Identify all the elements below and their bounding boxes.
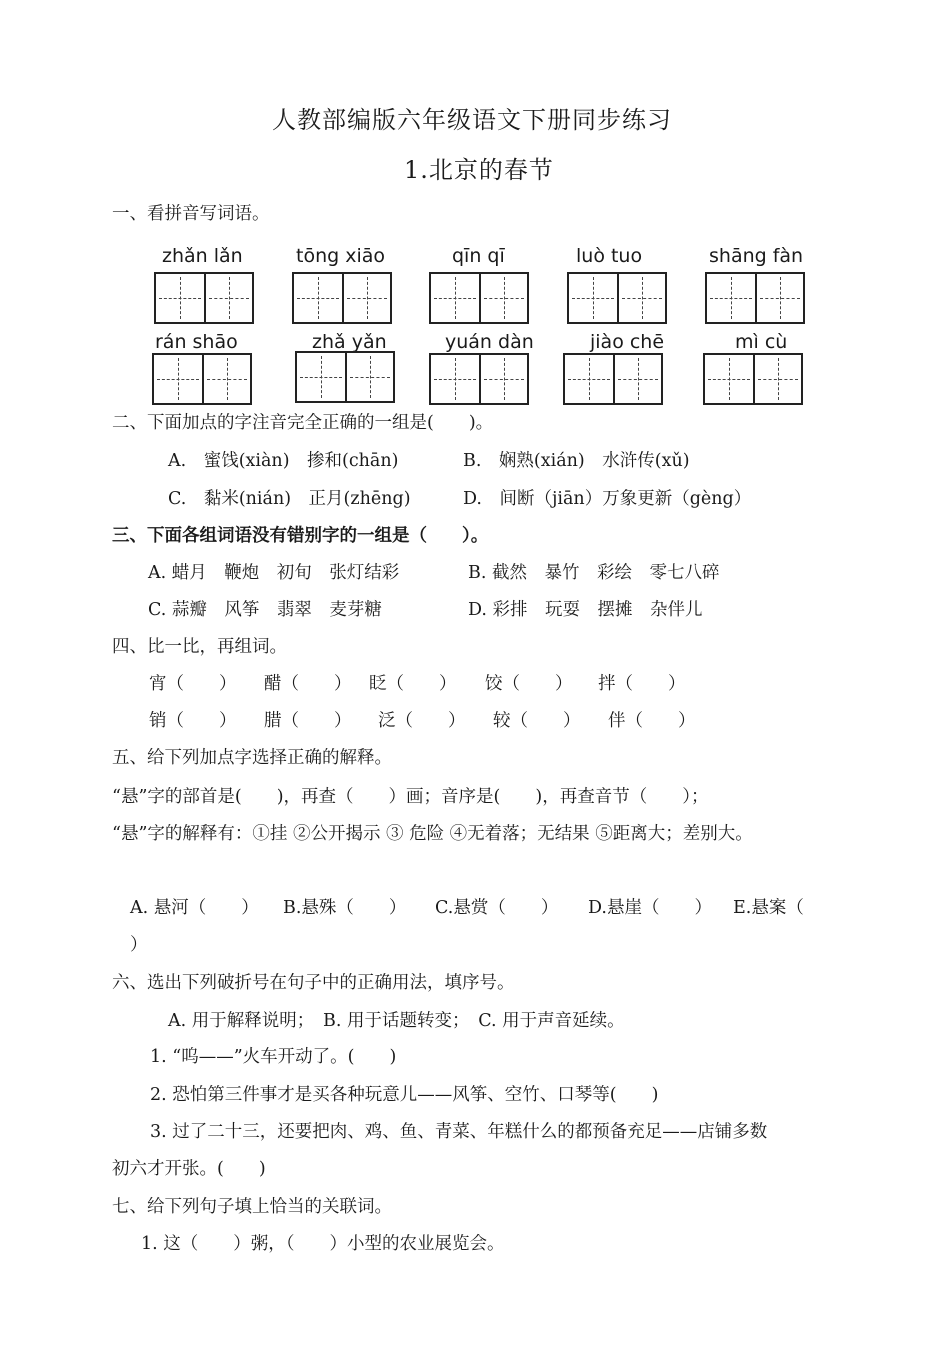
q4-item[interactable]: 销（ ） (149, 711, 237, 731)
q1-heading: 一、看拼音写词语。 (112, 204, 270, 224)
q4-item[interactable]: 眨（ ） (369, 674, 457, 694)
q5-option[interactable]: D.悬崖（ ） (588, 898, 712, 918)
q5-option[interactable]: C.悬赏（ ） (435, 898, 559, 918)
pinyin-2: tōng xiāo (296, 245, 386, 267)
page-title: 人教部编版六年级语文下册同步练习 (272, 106, 672, 134)
q5-line2: “悬”字的解释有：①挂 ②公开揭示 ③ 危险 ④无着落；无结果 ⑤距离大；差别大。 (112, 824, 753, 844)
writing-box-5[interactable] (705, 272, 805, 324)
pinyin-10: mì cù (735, 331, 788, 353)
q4-item[interactable]: 较（ ） (493, 711, 581, 731)
q4-item[interactable]: 饺（ ） (485, 674, 573, 694)
q7-item-1[interactable]: 1. 这（ ）粥，（ ）小型的农业展览会。 (141, 1234, 505, 1254)
writing-box-3[interactable] (429, 272, 529, 324)
q2-option-b[interactable]: B. 娴熟(xián) 水浒传(xǔ) (463, 451, 690, 471)
writing-box-2[interactable] (292, 272, 392, 324)
writing-box-6[interactable] (152, 353, 252, 405)
pinyin-3: qīn qī (452, 245, 505, 267)
writing-box-10[interactable] (703, 353, 803, 405)
writing-box-9[interactable] (563, 353, 663, 405)
q6-item-3-cont[interactable]: 初六才开张。( ) (112, 1159, 266, 1179)
writing-box-7[interactable] (295, 351, 395, 403)
q4-item[interactable]: 拌（ ） (598, 674, 686, 694)
q5-line1: “悬”字的部首是( )，再查（ ）画；音序是( )，再查音节（ ）； (112, 787, 709, 807)
q4-heading: 四、比一比，再组词。 (112, 637, 287, 657)
q2-option-c[interactable]: C. 黏米(nián) 正月(zhēng) (168, 489, 411, 509)
lesson-title: 1.北京的春节 (404, 156, 554, 184)
writing-box-4[interactable] (567, 272, 667, 324)
q6-item-2[interactable]: 2. 恐怕第三件事才是买各种玩意儿——风筝、空竹、口琴等( ) (150, 1085, 659, 1105)
q7-heading: 七、给下列句子填上恰当的关联词。 (112, 1197, 392, 1217)
pinyin-8: yuán dàn (445, 331, 534, 353)
pinyin-5: shāng fàn (709, 245, 804, 267)
pinyin-9: jiào chē (590, 331, 665, 353)
q2-option-a[interactable]: A. 蜜饯(xiàn) 掺和(chān) (168, 451, 399, 471)
q5-heading: 五、给下列加点字选择正确的解释。 (112, 748, 392, 768)
q5-option[interactable]: A. 悬河（ ） (130, 898, 259, 918)
q5-option[interactable]: E.悬案（ (733, 898, 804, 918)
q2-heading: 二、下面加点的字注音完全正确的一组是( )。 (112, 413, 494, 433)
q4-item[interactable]: 醋（ ） (264, 674, 352, 694)
pinyin-7: zhǎ yǎn (312, 331, 387, 353)
q3-option-d[interactable]: D. 彩排 玩耍 摆摊 杂伴儿 (468, 600, 703, 620)
pinyin-4: luò tuo (576, 245, 643, 267)
q6-heading: 六、选出下列破折号在句子中的正确用法，填序号。 (112, 973, 515, 993)
q6-item-3[interactable]: 3. 过了二十三，还要把肉、鸡、鱼、青菜、年糕什么的都预备充足——店铺多数 (150, 1122, 768, 1142)
q2-option-d[interactable]: D. 间断（jiān）万象更新（gèng） (463, 489, 752, 509)
pinyin-1: zhǎn lǎn (162, 245, 243, 267)
q5-option-tail: ） (130, 935, 148, 955)
writing-box-8[interactable] (429, 353, 529, 405)
pinyin-6: rán shāo (155, 331, 238, 353)
q3-heading: 三、下面各组词语没有错别字的一组是（ ）。 (112, 526, 489, 546)
q6-item-1[interactable]: 1. “呜——”火车开动了。( ) (150, 1047, 397, 1067)
q3-option-b[interactable]: B. 截然 暴竹 彩绘 零七八碎 (468, 563, 720, 583)
q4-item[interactable]: 宵（ ） (149, 674, 237, 694)
q3-option-a[interactable]: A. 蜡月 鞭炮 初旬 张灯结彩 (148, 563, 400, 583)
q6-choices: A. 用于解释说明； B. 用于话题转变； C. 用于声音延续。 (168, 1011, 625, 1031)
q4-item[interactable]: 腊（ ） (264, 711, 352, 731)
writing-box-1[interactable] (154, 272, 254, 324)
q5-option[interactable]: B.悬殊（ ） (283, 898, 407, 918)
q4-item[interactable]: 泛（ ） (378, 711, 466, 731)
q4-item[interactable]: 伴（ ） (608, 711, 696, 731)
q3-option-c[interactable]: C. 蒜瓣 风筝 翡翠 麦芽糖 (148, 600, 382, 620)
